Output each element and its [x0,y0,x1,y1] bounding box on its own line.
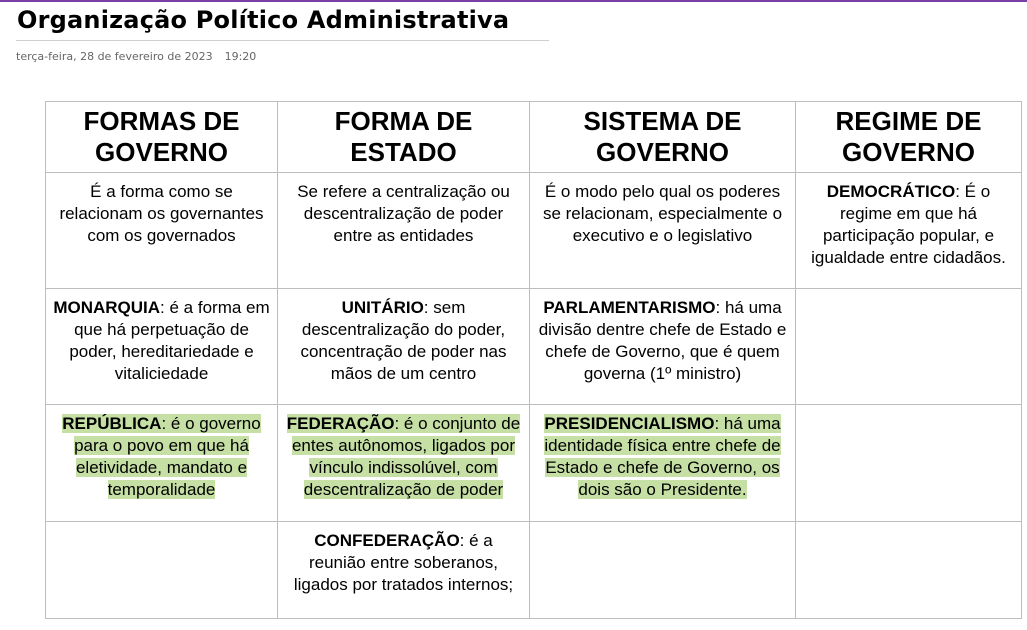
highlight [62,414,260,499]
table-cell-empty[interactable] [796,522,1022,619]
title-divider [16,40,549,41]
table-cell[interactable] [278,289,530,405]
table-cell[interactable] [278,173,530,289]
cell-text: : há uma divisão dentre chefe de Estado e chefe de Governo, que é quem governa (1º ministro) [538,298,787,383]
cell-text: : é a reunião entre soberanos, ligados por tratados internos; [293,531,514,594]
cell-term: MONARQUIA [53,298,161,317]
table-cell-empty[interactable] [530,522,796,619]
content-table[interactable] [45,101,1022,619]
page-date: terça-feira, 28 de fevereiro de 2023 [16,50,213,63]
table-cell[interactable] [530,173,796,289]
table-cell[interactable] [46,289,278,405]
header-formas-de-governo: FORMAS DE GOVERNO [46,102,278,173]
cell-text: : É o regime em que há participação popular, e igualdade entre cidadãos. [811,182,1006,267]
accent-bar [0,0,1027,2]
table-cell[interactable] [46,405,278,522]
highlight [287,414,520,499]
cell-term: DEMOCRÁTICO [826,182,956,201]
cell-term: PARLAMENTARISMO [543,298,716,317]
table-cell-empty[interactable] [796,289,1022,405]
table-cell-empty[interactable] [46,522,278,619]
table-cell[interactable] [46,173,278,289]
page-title[interactable]: Organização Político Administrativa [17,6,510,34]
cell-term: UNITÁRIO [341,298,424,317]
table-cell-empty[interactable] [796,405,1022,522]
header-regime-de-governo: REGIME DE GOVERNO [796,102,1022,173]
cell-text: É a forma como se relacionam os governantes com os governados [59,182,264,245]
cell-text: : é o conjunto de entes autônomos, ligados por vínculo indissolúvel, com descentralização de poder [291,414,521,499]
highlight [544,414,780,499]
table-cell[interactable] [278,522,530,619]
cell-text: É o modo pelo qual os poderes se relacionam, especialmente o executivo e o legislativo [542,182,783,245]
table-row [46,289,1022,405]
cell-term: FEDERAÇÃO [286,414,395,433]
cell-text: : há uma identidade física entre chefe de Estado e chefe de Governo, os dois são o Presidente. [544,414,781,499]
cell-text: Se refere a centralização ou descentralização de poder entre as entidades [297,182,510,245]
table-cell[interactable] [530,289,796,405]
table-header-row [46,102,1022,173]
table-cell[interactable] [796,173,1022,289]
cell-text: : sem descentralização do poder, concentração de poder nas mãos de um centro [300,298,507,383]
cell-term: REPÚBLICA [62,414,162,433]
table-cell[interactable] [278,405,530,522]
cell-text: : é o governo para o povo em que há eletividade, mandato e temporalidade [74,414,261,499]
page-time: 19:20 [224,50,257,63]
page-timestamp [16,50,256,63]
table-row [46,173,1022,289]
cell-text: : é a forma em que há perpetuação de poder, hereditariedade e vitaliciedade [69,298,270,383]
cell-term: PRESIDENCIALISMO [544,414,715,433]
table-cell[interactable] [530,405,796,522]
cell-term: CONFEDERAÇÃO [314,531,460,550]
table-row [46,405,1022,522]
header-forma-de-estado: FORMA DE ESTADO [278,102,530,173]
table-row [46,522,1022,619]
header-sistema-de-governo: SISTEMA DE GOVERNO [530,102,796,173]
